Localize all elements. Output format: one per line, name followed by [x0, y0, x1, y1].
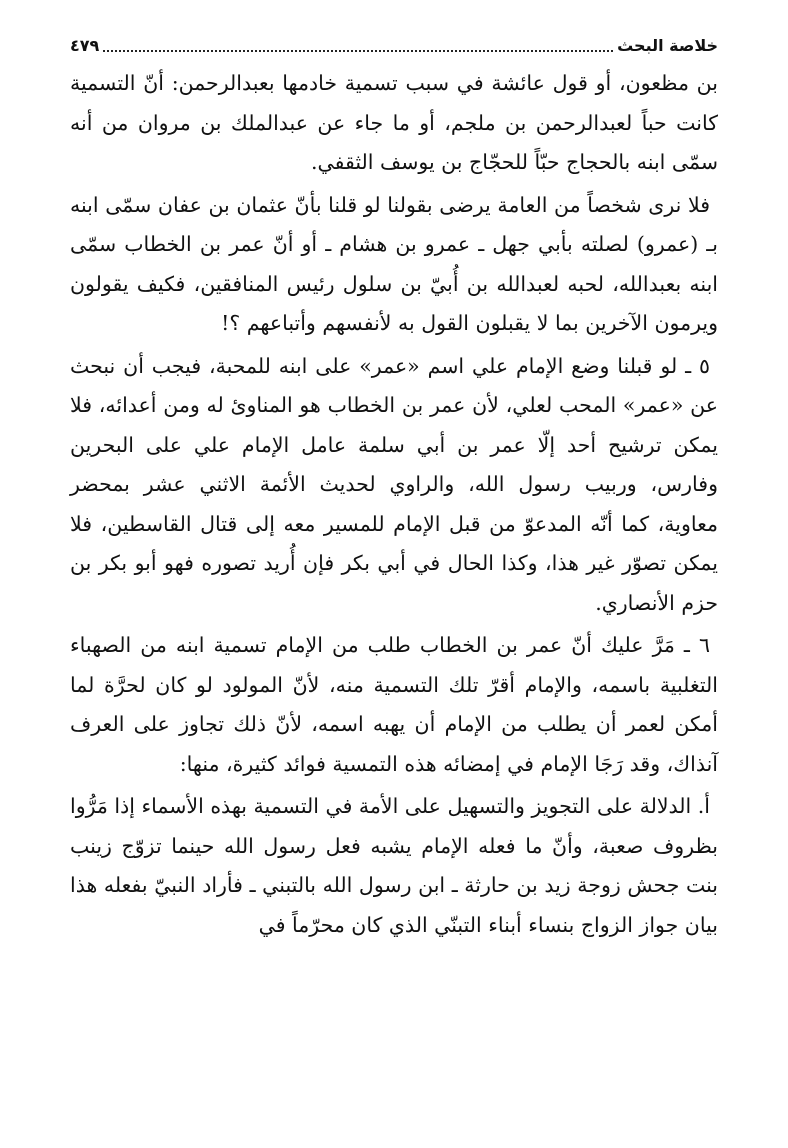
- running-header: [70, 26, 718, 56]
- paragraph-point-5: ٥ ـ لو قبلنا وضع الإمام علي اسم «عمر» على ابنه للمحبة، فيجب أن نبحث عن «عمر» المحب لعلي، لأن عمر بن الخطاب هو المناوئ له ومن أعدائه، فلا يمكن ترشيح أحد إلّا عمر بن أبي سلمة عامل الإمام علي على البحرين وفارس، وربيب رسول الله، والراوي لحديث الأئمة الاثني عشر بمحضر معاوية، كما أنّه المدعوّ من قبل الإمام للمسير معه إلى قتال القاسطين، فلا يمكن تصوّر غير هذا، وكذا الحال في أبي بكر فإن أُريد تصوره فهو أبو بكر بن حزم الأنصاري.: [70, 353, 718, 615]
- paragraph-continuation: بن مظعون، أو قول عائشة في سبب تسمية خادمها بعبدالرحمن: أنّ التسمية كانت حباً لعبدالرحمن بن ملجم، أو ما جاء عن عبدالملك بن مروان من أنه سمّى ابنه بالحجاج حبّاً للحجّاج بن يوسف الثقفي.: [70, 71, 718, 174]
- header-title: خلاصة البحث: [617, 36, 718, 55]
- header-dot-leader: [103, 49, 613, 52]
- paragraph-subpoint-a: أ. الدلالة على التجويز والتسهيل على الأمة في التسمية بهذه الأسماء إذا مَرُّوا بظروف صعبة، وأنّ ما فعله الإمام يشبه فعل رسول الله حينما تزوّج زينب بنت جحش زوجة زيد بن حارثة ـ ابن رسول الله بالتبني ـ فأراد النبيّ بفعله هذا بيان جواز الزواج بنساء أبناء التبنّي الذي كان محرّماً في: [70, 794, 718, 937]
- paragraph-point-6: ٦ ـ مَرَّ عليك أنّ عمر بن الخطاب طلب من الإمام تسمية ابنه من الصهباء التغلبية باسمه، والإمام أقرّ تلك التسمية منه، لأنّ المولود لو كان لحرَّة لما أمكن لعمر أن يطلب من الإمام أن يهبه اسمه، لأنّ ذلك تجاوز على العرف آنذاك، وقد رَجَا الإمام في إمضائه هذه التمسية فوائد كثيرة، منها:: [70, 633, 718, 776]
- book-page: [70, 26, 718, 945]
- body-text: [70, 64, 718, 945]
- page-number: ٤٧٩: [70, 36, 100, 55]
- paragraph: فلا نرى شخصاً من العامة يرضى بقولنا لو قلنا بأنّ عثمان بن عفان سمّى ابنه بـ (عمرو) لصلته بأبي جهل ـ عمرو بن هشام ـ أو أنّ عمر بن الخطاب سمّى ابنه بعبدالله، لحبه لعبدالله بن أُبيّ بن سلول رئيس المنافقين، فكيف يقولون ويرمون الآخرين بما لا يقبلون القول به لأنفسهم وأتباعهم ؟!: [70, 192, 718, 335]
